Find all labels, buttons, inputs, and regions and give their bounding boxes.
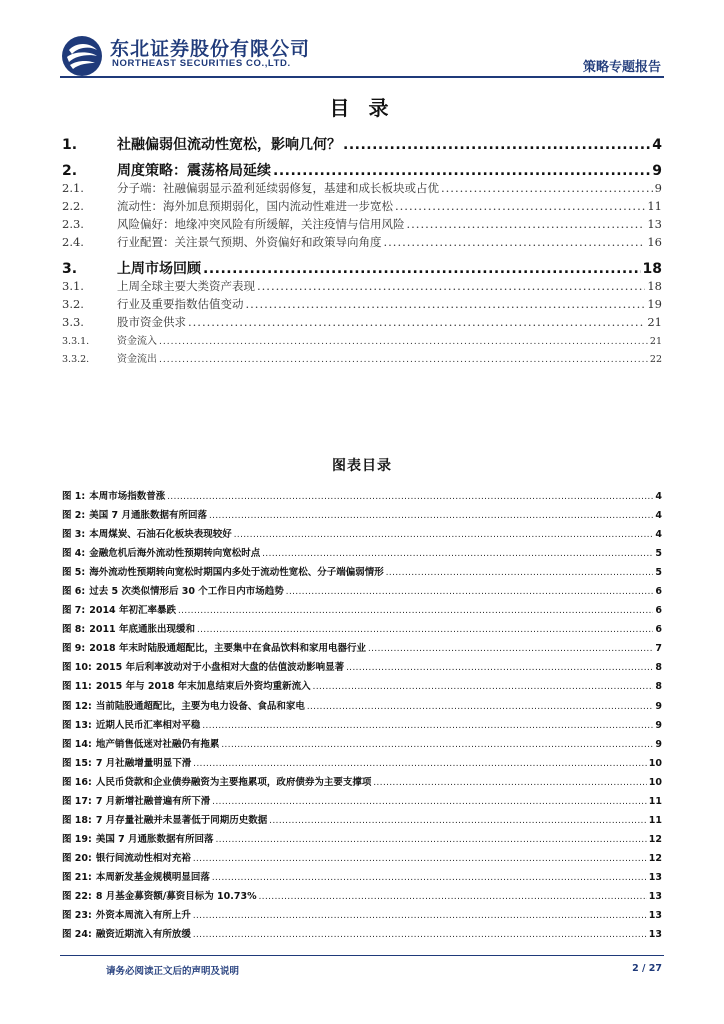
figure-entry-label: 图 14: xyxy=(62,738,92,750)
figure-entry-page: 12 xyxy=(648,852,662,864)
figure-entry-label: 图 13: xyxy=(62,719,92,731)
figure-entry-page: 10 xyxy=(648,776,662,788)
figure-entry-title: 2015 年后利率波动对于小盘相对大盘的估值波动影响显著 xyxy=(95,662,345,674)
figure-entry-title: 融资近期流入有所放缓 xyxy=(95,929,191,941)
figure-entry[interactable] xyxy=(62,831,662,850)
toc-leader-dots xyxy=(441,181,653,195)
toc-entry[interactable] xyxy=(62,198,662,216)
figure-entry-title: 外资本周流入有所上升 xyxy=(95,910,191,922)
figure-entry-label: 图 22: xyxy=(62,890,92,902)
figure-entry-label: 图 20: xyxy=(62,852,92,864)
figure-leader-dots xyxy=(373,778,646,788)
figure-entry-page: 13 xyxy=(648,871,662,883)
figure-entry[interactable] xyxy=(62,850,662,869)
figure-entry[interactable] xyxy=(62,659,662,678)
figure-leader-dots xyxy=(209,511,653,521)
toc-entry-title: 上周市场回顾 xyxy=(117,261,201,277)
figure-entry[interactable] xyxy=(62,545,662,564)
toc-entry-title: 流动性：海外加息预期弱化，国内流动性难进一步宽松 xyxy=(117,199,393,213)
figure-entry-label: 图 6: xyxy=(62,586,86,598)
toc-entry-page: 4 xyxy=(652,137,662,153)
figure-entry-page: 13 xyxy=(648,890,662,902)
toc-leader-dots xyxy=(159,337,648,347)
toc-entry-page: 9 xyxy=(652,163,662,179)
figure-entry-title: 2011 年底通胀出现缓和 xyxy=(89,624,195,636)
figure-entry[interactable] xyxy=(62,526,662,545)
figure-entry-label: 图 11: xyxy=(62,681,92,693)
toc-entry-title: 资金流出 xyxy=(117,354,157,365)
figure-leader-dots xyxy=(221,740,653,750)
figure-entry-page: 12 xyxy=(648,833,662,845)
company-logo-icon xyxy=(60,34,104,78)
figure-entry-label: 图 18: xyxy=(62,814,92,826)
figure-entry-label: 图 2: xyxy=(62,510,86,522)
figure-entry-page: 11 xyxy=(648,814,662,826)
toc-entry-number: 2.1. xyxy=(62,181,84,195)
figure-entry[interactable] xyxy=(62,698,662,717)
figure-entry-page: 10 xyxy=(648,757,662,769)
toc-entry-page: 21 xyxy=(649,336,662,347)
figure-entry-page: 13 xyxy=(648,910,662,922)
figure-leader-dots xyxy=(216,835,647,845)
toc-leader-dots xyxy=(343,137,650,153)
toc-entry-number: 2.2. xyxy=(62,199,84,213)
figure-leader-dots xyxy=(167,492,653,502)
toc-entry-title: 社融偏弱但流动性宽松，影响几何？ xyxy=(117,137,341,153)
figure-entry-page: 6 xyxy=(655,586,662,598)
toc-entry-page: 9 xyxy=(654,181,662,195)
figure-entry[interactable] xyxy=(62,678,662,697)
figure-entry-page: 8 xyxy=(655,662,662,674)
figure-entry-label: 图 23: xyxy=(62,910,92,922)
figure-entry-label: 图 21: xyxy=(62,871,92,883)
figure-entry-page: 7 xyxy=(655,643,662,655)
figure-entry-title: 银行间流动性相对充裕 xyxy=(95,852,191,864)
figure-entry-title: 海外流动性预期转向宽松时期国内多处于流动性宽松、分子端偏弱情形 xyxy=(89,567,384,579)
figure-entry-label: 图 17: xyxy=(62,795,92,807)
figure-entry[interactable] xyxy=(62,888,662,907)
figure-entry-label: 图 9: xyxy=(62,643,86,655)
figure-entry-page: 5 xyxy=(655,548,662,560)
figure-entry[interactable] xyxy=(62,602,662,621)
figure-entry-title: 7 月新增社融普遍有所下滑 xyxy=(95,795,211,807)
toc-entry-number: 3.1. xyxy=(62,279,84,293)
company-name-en: NORTHEAST SECURITIES CO.,LTD. xyxy=(112,58,291,69)
figure-leader-dots xyxy=(178,606,653,616)
figure-entry[interactable] xyxy=(62,717,662,736)
toc-entry-page: 19 xyxy=(647,297,662,311)
figure-leader-dots xyxy=(368,644,653,654)
figure-entry-label: 图 4: xyxy=(62,548,86,560)
figure-entry-label: 图 24: xyxy=(62,929,92,941)
figure-entry-label: 图 10: xyxy=(62,662,92,674)
toc-entry-page: 13 xyxy=(647,217,662,231)
figure-leader-dots xyxy=(346,663,653,673)
toc-leader-dots xyxy=(273,163,650,179)
figure-entry-title: 本周市场指数普涨 xyxy=(89,491,166,502)
toc-entry-number: 2. xyxy=(62,163,78,179)
toc-entry-title: 行业配置：关注景气预期、外资偏好和政策导向角度 xyxy=(117,235,382,249)
figure-entry-page: 4 xyxy=(655,491,662,502)
figure-entry-title: 本周煤炭、石油石化板块表现较好 xyxy=(89,529,232,541)
figure-entry-title: 7 月存量社融并未显著低于同期历史数据 xyxy=(95,814,268,826)
figure-entry-page: 9 xyxy=(655,738,662,750)
toc-leader-dots xyxy=(159,355,648,365)
figure-entry[interactable] xyxy=(62,755,662,774)
figure-entry-label: 图 8: xyxy=(62,624,86,636)
toc-entry-number: 3.2. xyxy=(62,297,84,311)
figure-entry-title: 过去 5 次类似情形后 30 个工作日内市场趋势 xyxy=(89,586,284,598)
figure-entry-title: 地产销售低迷对社融仍有拖累 xyxy=(95,738,220,750)
toc-entry[interactable] xyxy=(62,160,662,180)
page-header xyxy=(0,0,724,80)
figure-entry-page: 6 xyxy=(655,605,662,617)
figure-entry[interactable] xyxy=(62,774,662,793)
figure-entry-title: 本周新发基金规模明显回落 xyxy=(95,871,210,883)
figure-leader-dots xyxy=(193,930,647,940)
toc-entry[interactable] xyxy=(62,350,662,368)
figure-entry-title: 人民币贷款和企业债券融资为主要拖累项，政府债券为主要支撑项 xyxy=(95,776,372,788)
toc-entry-number: 3.3.1. xyxy=(62,336,90,347)
figure-entry[interactable] xyxy=(62,812,662,831)
toc-entry-number: 3. xyxy=(62,261,78,277)
figure-entry-title: 2018 年末时陆股通超配比，主要集中在食品饮料和家用电器行业 xyxy=(89,643,366,655)
figure-entry-page: 5 xyxy=(655,567,662,579)
toc-leader-dots xyxy=(257,279,645,293)
figure-leader-dots xyxy=(193,759,647,769)
toc-entry[interactable] xyxy=(62,332,662,350)
toc-leader-dots xyxy=(246,297,646,311)
figure-entry-page: 13 xyxy=(648,929,662,941)
toc-entry[interactable] xyxy=(62,234,662,252)
toc-leader-dots xyxy=(203,261,641,277)
figure-leader-dots xyxy=(286,587,654,597)
toc-entry-page: 11 xyxy=(647,199,662,213)
figure-leader-dots xyxy=(234,530,654,540)
figure-leader-dots xyxy=(386,568,654,578)
figure-entry-label: 图 1: xyxy=(62,491,86,502)
toc-entry-page: 18 xyxy=(647,279,662,293)
figure-entry-page: 6 xyxy=(655,624,662,636)
figure-entry[interactable] xyxy=(62,907,662,926)
figure-leader-dots xyxy=(197,625,653,635)
toc-entry[interactable] xyxy=(62,278,662,296)
toc-entry-title: 周度策略：震荡格局延续 xyxy=(117,163,271,179)
figure-entry-title: 7 月社融增量明显下滑 xyxy=(95,757,192,769)
figure-entry[interactable] xyxy=(62,926,662,945)
figure-entry-label: 图 12: xyxy=(62,700,92,712)
figure-entry[interactable] xyxy=(62,793,662,812)
figure-entry-page: 4 xyxy=(655,510,662,522)
figure-leader-dots xyxy=(262,549,653,559)
toc-entry-number: 1. xyxy=(62,137,78,153)
figure-leader-dots xyxy=(212,873,647,883)
figure-entry-label: 图 5: xyxy=(62,567,86,579)
toc-entry-title: 行业及重要指数估值变动 xyxy=(117,297,244,311)
toc-entry[interactable] xyxy=(62,134,662,154)
toc-leader-dots xyxy=(188,315,645,329)
toc-entry[interactable] xyxy=(62,296,662,314)
toc-entry-title: 股市资金供求 xyxy=(117,315,186,329)
figure-entry[interactable] xyxy=(62,488,662,507)
toc-entry[interactable] xyxy=(62,180,662,198)
figure-entry-title: 8 月基金募资额/募资目标为 10.73% xyxy=(95,890,257,902)
toc-entry-number: 2.3. xyxy=(62,217,84,231)
toc-entry-title: 上周全球主要大类资产表现 xyxy=(117,279,255,293)
toc-entry[interactable] xyxy=(62,216,662,234)
figure-entry-title: 近期人民币汇率相对平稳 xyxy=(95,719,201,731)
figure-entry-page: 9 xyxy=(655,700,662,712)
toc-leader-dots xyxy=(395,199,645,213)
figure-leader-dots xyxy=(307,702,654,712)
figure-entry-page: 9 xyxy=(655,719,662,731)
figure-entry-title: 美国 7 月通胀数据有所回落 xyxy=(95,833,214,845)
figure-leader-dots xyxy=(202,721,653,731)
toc-entry-number: 3.3.2. xyxy=(62,354,90,365)
figure-entry[interactable] xyxy=(62,583,662,602)
figure-entry-page: 8 xyxy=(655,681,662,693)
toc-entry[interactable] xyxy=(62,258,662,278)
toc-entry-page: 16 xyxy=(647,235,662,249)
figure-leader-dots xyxy=(259,892,647,902)
toc-entry[interactable] xyxy=(62,314,662,332)
header-divider xyxy=(60,76,664,78)
toc-entry-page: 21 xyxy=(647,315,662,329)
figure-entry-page: 11 xyxy=(648,795,662,807)
toc-entry-number: 2.4. xyxy=(62,235,84,249)
figure-entry-page: 4 xyxy=(655,529,662,541)
figure-entry[interactable] xyxy=(62,869,662,888)
figure-entry-label: 图 3: xyxy=(62,529,86,541)
company-name-cn: 东北证券股份有限公司 xyxy=(110,38,311,60)
toc-entry-title: 分子端：社融偏弱显示盈利延续弱修复，基建和成长板块或占优 xyxy=(117,181,439,195)
figure-entry[interactable] xyxy=(62,507,662,526)
figure-entry-label: 图 7: xyxy=(62,605,86,617)
toc-entry-title: 风险偏好：地缘冲突风险有所缓解，关注疫情与信用风险 xyxy=(117,217,405,231)
footer-disclaimer: 请务必阅读正文后的声明及说明 xyxy=(106,966,240,977)
figure-leader-dots xyxy=(193,911,647,921)
toc-leader-dots xyxy=(407,217,646,231)
toc-entry-page: 22 xyxy=(649,354,662,365)
footer-divider xyxy=(60,955,664,956)
figure-entry-label: 图 15: xyxy=(62,757,92,769)
figure-leader-dots xyxy=(269,816,647,826)
figure-entry-label: 图 16: xyxy=(62,776,92,788)
toc-entry-title: 资金流入 xyxy=(117,336,157,347)
figure-leader-dots xyxy=(313,682,654,692)
toc-entry-page: 18 xyxy=(642,261,662,277)
figure-entry-label: 图 19: xyxy=(62,833,92,845)
figure-entry-title: 当前陆股通超配比，主要为电力设备、食品和家电 xyxy=(95,700,305,712)
figures-heading: 图表目录 xyxy=(332,458,392,474)
figure-entry[interactable] xyxy=(62,621,662,640)
page-number: 2 / 27 xyxy=(632,963,662,974)
toc-entry-number: 3.3. xyxy=(62,315,84,329)
figure-leader-dots xyxy=(193,854,647,864)
figures-list xyxy=(62,488,662,945)
figure-entry-title: 金融危机后海外流动性预期转向宽松时点 xyxy=(89,548,261,560)
table-of-contents xyxy=(62,128,662,368)
report-type-label: 策略专题报告 xyxy=(582,60,661,75)
toc-leader-dots xyxy=(384,235,646,249)
page-title: 目 录 xyxy=(329,96,395,120)
figure-entry-title: 美国 7 月通胀数据有所回落 xyxy=(89,510,207,522)
figure-entry-title: 2015 年与 2018 年末加息结束后外资均重新流入 xyxy=(95,681,311,693)
figure-entry[interactable] xyxy=(62,640,662,659)
figure-entry[interactable] xyxy=(62,564,662,583)
figure-entry-title: 2014 年初汇率暴跌 xyxy=(89,605,176,617)
figure-leader-dots xyxy=(212,797,647,807)
figure-entry[interactable] xyxy=(62,736,662,755)
